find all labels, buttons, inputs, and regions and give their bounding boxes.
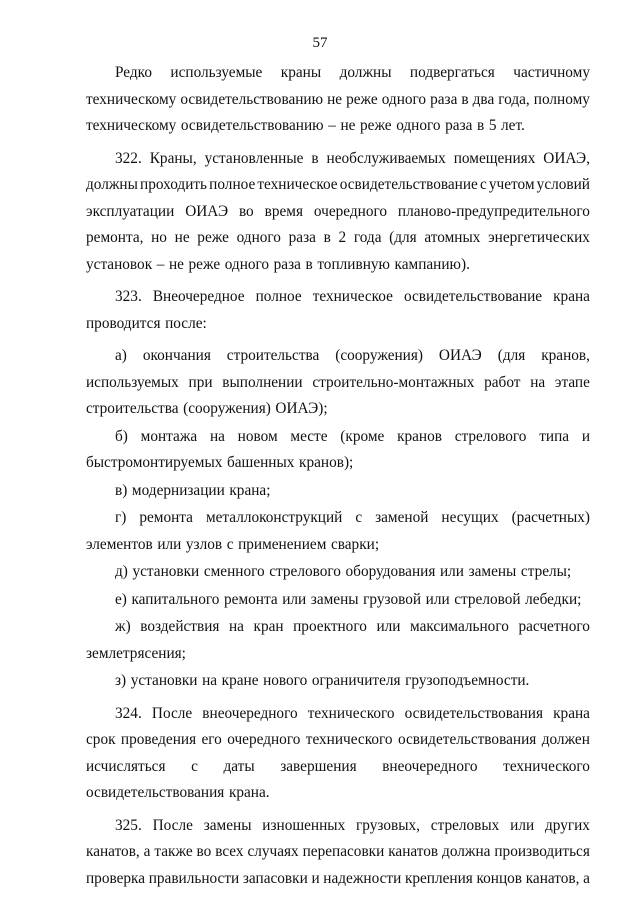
paragraph-p323e <box>86 591 590 618</box>
paragraph-intro <box>86 64 590 144</box>
text-line: землетрясения; <box>86 644 186 662</box>
text-line: элементов или узлов с применением сварки; <box>86 535 380 553</box>
text-line: техническому освидетельствованию не реже одного раза в два года, полному <box>86 90 590 108</box>
paragraph-p323d <box>86 563 590 590</box>
text-line: техническому освидетельствованию – не реже одного раза в 5 лет. <box>86 117 525 134</box>
text-line: 324. После внеочередного технического освидетельствования крана <box>115 704 590 722</box>
text-line: ремонта, но не реже одного раза в 2 года (для атомных энергетических <box>86 229 590 246</box>
paragraph-p323z <box>86 672 590 699</box>
text-line: быстромонтируемых башенных кранов); <box>86 454 354 471</box>
text-line: установок – не реже одного раза в топливную кампанию). <box>86 255 470 273</box>
paragraph-p325 <box>86 817 590 897</box>
paragraph-p323b <box>86 428 590 481</box>
text-line: освидетельствования крана. <box>86 784 270 801</box>
text-line: в) модернизации крана; <box>115 481 271 499</box>
text-line: исчисляться с даты завершения внеочередного технического <box>86 757 590 775</box>
text-line: д) установки сменного стрелового оборудования или замены стрелы; <box>115 563 572 580</box>
text-line: строительства (сооружения) ОИАЭ); <box>86 400 328 417</box>
text-line: 322. Краны, установленные в необслуживаемых помещениях ОИАЭ, <box>115 149 590 167</box>
text-line: 323. Внеочередное полное техническое освидетельствование крана <box>115 288 590 305</box>
paragraph-p323v <box>86 482 590 509</box>
paragraph-p324 <box>86 705 590 811</box>
paragraph-p323a <box>86 347 590 427</box>
text-line: Редко используемые краны должны подвергаться частичному <box>115 64 590 81</box>
paragraph-p323g <box>86 509 590 562</box>
text-line: е) капитального ремонта или замены грузовой или стреловой лебедки; <box>115 590 582 608</box>
text-line: г) ремонта металлоконструкций с заменой несущих (расчетных) <box>115 509 590 526</box>
text-line: эксплуатации ОИАЭ во время очередного планово-предупредительного <box>86 202 590 220</box>
text-line: проверка правильности запасовки и надежности крепления концов канатов, а <box>86 869 590 887</box>
text-line: з) установки на кране нового ограничителя грузоподъемности. <box>115 672 530 689</box>
text-line: должны проходить полное техническое освидетельствование с учетом условий <box>86 176 590 193</box>
text-line: канатов, а также во всех случаях перепасовки канатов должна производиться <box>86 843 590 860</box>
text-line: а) окончания строительства (сооружения) ОИАЭ (для кранов, <box>115 347 590 364</box>
document-body <box>86 64 590 896</box>
text-line: 325. После замены изношенных грузовых, стреловых или других <box>115 816 590 834</box>
paragraph-p323 <box>86 288 590 341</box>
text-line: используемых при выполнении строительно-монтажных работ на этапе <box>86 373 590 391</box>
text-line: б) монтажа на новом месте (кроме кранов стрелового типа и <box>115 427 590 445</box>
paragraph-p322 <box>86 150 590 283</box>
page-number: 57 <box>312 35 328 51</box>
paragraph-p323zh <box>86 618 590 671</box>
text-line: срок проведения его очередного технического освидетельствования должен <box>86 731 590 748</box>
text-line: ж) воздействия на кран проектного или максимального расчетного <box>115 618 590 635</box>
text-line: проводится после: <box>86 314 207 332</box>
